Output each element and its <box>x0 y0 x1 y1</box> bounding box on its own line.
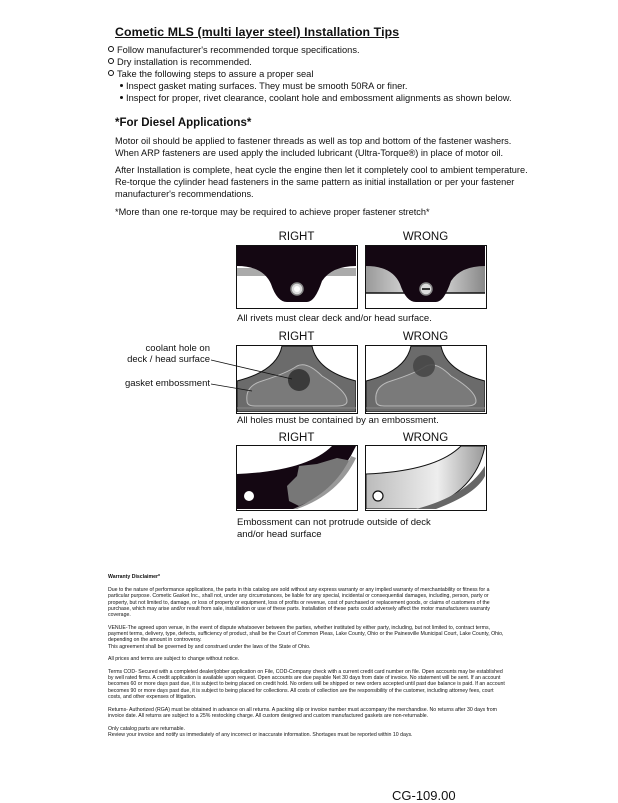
embossment-caption: Embossment can not protrude outside of deck <box>237 517 431 528</box>
tip-text: Follow manufacturer's recommended torque specifications. <box>117 45 360 55</box>
wrong-label: WRONG <box>402 231 449 243</box>
right-label: RIGHT <box>278 432 315 444</box>
warranty-paragraph: This agreement shall be governed by and construed under the laws of the State of Ohio. <box>108 643 311 650</box>
coolant-annotation: coolant hole on <box>145 343 210 354</box>
warranty-paragraph: Returns- Authorized (RGA) must be obtained in advance on all returns. A packing slip or invoice number must accompany the merchandise. No returns after 30 days from invoice date. All returns are subject to a 25% restocking charge. All custom designed and custom manufactured gaskets are non-returnable. <box>108 706 497 719</box>
page-code: CG-109.00 <box>392 788 456 803</box>
warranty-paragraph: Terms COD- Secured with a completed dealer/jobber application on File, COD-Company check with a current credit card number on file. Open accounts may be established by well rated firms. A credit application is available upon request. Open accounts are due payable Net 30 days from date of invoice. No statement will be sent. If an account becomes 60 or more days past due, it is subject to being placed on credit hold. No orders will be shipped or new orders accepted until past due balance is paid. If an account becomes 90 or more days past due, it is subject to being placed for collections. All costs of collection are the responsibility of the customer, including attorney fees, court costs, and other expenses of litigation. <box>108 668 505 701</box>
wrong-label: WRONG <box>402 331 449 343</box>
diesel-note: *More than one re-torque may be required to achieve proper fastener stretch* <box>115 207 430 217</box>
warranty-paragraph: Only catalog parts are returnable. <box>108 725 185 732</box>
right-label: RIGHT <box>278 331 315 343</box>
warranty-paragraph: VENUE-The agreed upon venue, in the event of dispute whatsoever between the parties, whether instituted by either party, including, but not limited to, contract terms, payment terms, delivery, type, defects, sufficiency of product, shall be the Court of Common Pleas, Lake County, Ohio or the Painesville Municipal Court, Lake County, Ohio, depending on the amount in controversy. <box>108 624 504 644</box>
coolant-caption: All holes must be contained by an embossment. <box>237 415 439 426</box>
right-label: RIGHT <box>278 231 315 243</box>
coolant-annotation: deck / head surface <box>127 354 210 365</box>
embossment-caption: and/or head surface <box>237 529 322 540</box>
diesel-paragraph: After Installation is complete, heat cycle the engine then let it completely cool to ambient temperature. Re-torque the cylinder head fasteners in the same pattern as initial installation or per your fastener manufacturer's recommendations. <box>115 165 528 199</box>
embossment-annotation: gasket embossment <box>124 378 210 389</box>
sub-tip-text: Inspect for proper, rivet clearance, coolant hole and embossment alignments as shown below. <box>126 93 512 103</box>
warranty-paragraph: Review your invoice and notify us immediately of any incorrect or inaccurate information. Shortages must be reported within 10 days. <box>108 731 413 738</box>
page-title: Cometic MLS (multi layer steel) Installation Tips <box>115 25 400 39</box>
sub-tip-text: Inspect gasket mating surfaces. They must be smooth 50RA or finer. <box>126 81 408 91</box>
warranty-text <box>108 587 508 744</box>
warranty-paragraph: All prices and terms are subject to change without notice. <box>108 656 240 663</box>
diesel-heading: *For Diesel Applications* <box>115 117 252 129</box>
embossment-wrong-diagram <box>365 445 487 511</box>
warranty-heading: Warranty Disclaimer* <box>108 574 160 580</box>
embossment-right-diagram <box>236 445 358 511</box>
warranty-paragraph: Due to the nature of performance applications, the parts in this catalog are sold without any express warranty or any implied warranty of merchantability or fitness for a particular purpose. Cometic Gasket Inc., shall not, under any circumstances, be liable for any special, incidental or consequential damages, including, person, party or property, but not limited to, damage, or loss of property or equipment, loss of profits or revenue, cost of purchased or replacement goods, or claims of customers of the purchase, which may arise and/or result from sale, installation or use of these parts. Installation of these parts could adversely affect the motor manufacturers warranty coverage. <box>108 587 490 619</box>
tip-text: Take the following steps to assure a proper seal <box>117 69 314 79</box>
tip-text: Dry installation is recommended. <box>117 57 252 67</box>
diesel-paragraph: Motor oil should be applied to fastener threads as well as top and bottom of the fastener washers. When ARP fasteners are used apply the included lubricant (Ultra-Torque®) in place of motor oil. <box>115 136 512 158</box>
wrong-label: WRONG <box>402 432 449 444</box>
rivet-caption: All rivets must clear deck and/or head surface. <box>237 313 432 324</box>
